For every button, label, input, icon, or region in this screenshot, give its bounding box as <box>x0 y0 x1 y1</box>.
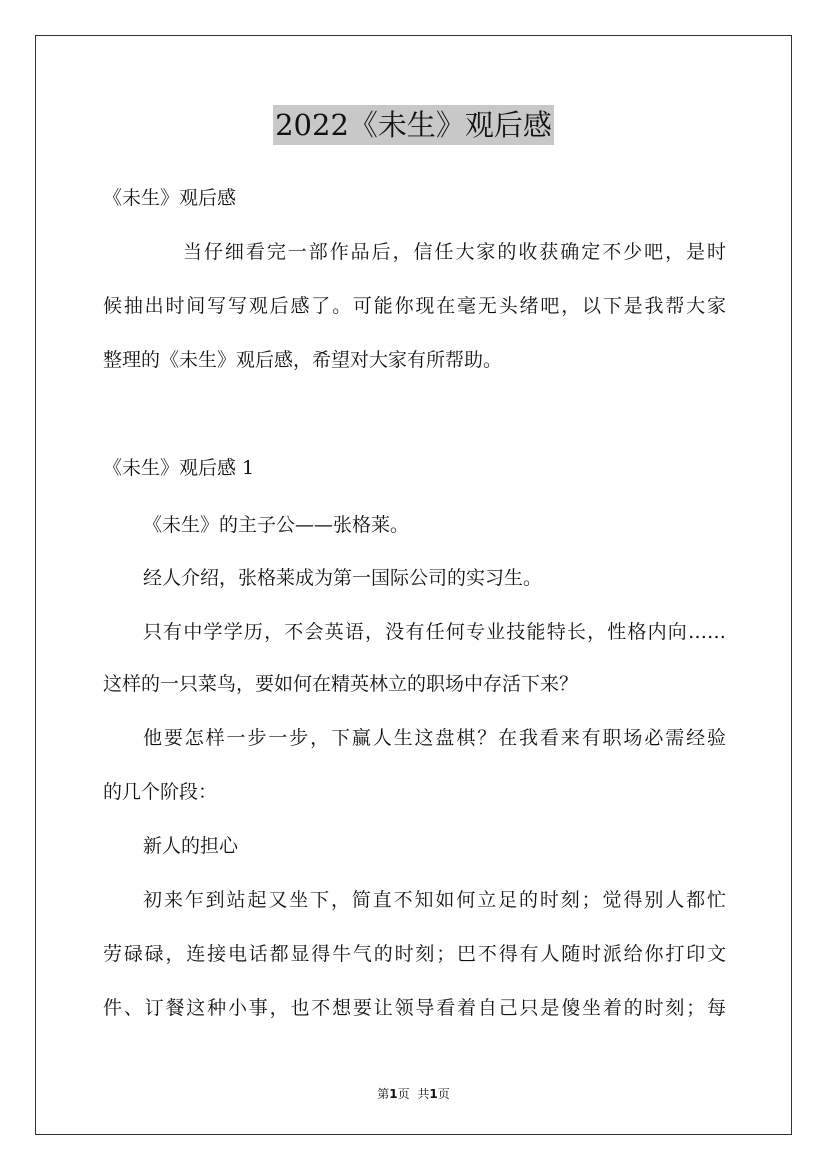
para-line-8: 初来乍到站起又坐下，简直不知如何立足的时刻；觉得别人都忙 <box>143 889 726 911</box>
footer-total-num: 1 <box>429 1087 438 1101</box>
footer-page-num: 1 <box>389 1087 398 1101</box>
page-footer <box>0 1085 827 1102</box>
para-line-10: 件、订餐这种小事，也不想要让领导看着自己只是傻坐着的时刻；每 <box>103 997 726 1019</box>
para-line-7: 新人的担心 <box>143 835 239 857</box>
footer-total-suffix: 页 <box>437 1087 450 1101</box>
intro-line-3: 整理的《未生》观后感，希望对大家有所帮助。 <box>103 349 503 371</box>
heading-main: 《未生》观后感 <box>103 187 237 209</box>
para-line-9: 劳碌碌，连接电话都显得牛气的时刻；巴不得有人随时派给你打印文 <box>103 943 726 965</box>
para-line-4: 这样的一只菜鸟，要如何在精英林立的职场中存活下来？ <box>103 673 579 695</box>
document-title-wrap <box>0 103 827 144</box>
para-line-5: 他要怎样一步一步，下赢人生这盘棋？在我看来有职场必需经验 <box>143 727 726 749</box>
footer-page-prefix: 第 <box>377 1087 390 1101</box>
section-heading-1: 《未生》观后感 1 <box>103 457 255 479</box>
para-line-1: 《未生》的主子公——张格莱。 <box>143 514 410 536</box>
document-title: 2022《未生》观后感 <box>273 105 554 145</box>
intro-line-2: 候抽出时间写写观后感了。可能你现在毫无头绪吧，以下是我帮大家 <box>103 295 726 317</box>
para-line-2: 经人介绍，张格莱成为第一国际公司的实习生。 <box>143 567 543 589</box>
para-line-6: 的几个阶段： <box>103 781 218 803</box>
footer-total-prefix: 共 <box>417 1087 430 1101</box>
intro-line-1: 当仔细看完一部作品后，信任大家的收获确定不少吧，是时 <box>183 241 726 263</box>
footer-page-suffix: 页 <box>397 1087 410 1101</box>
para-line-3: 只有中学学历，不会英语，没有任何专业技能特长，性格内向…… <box>143 621 726 643</box>
